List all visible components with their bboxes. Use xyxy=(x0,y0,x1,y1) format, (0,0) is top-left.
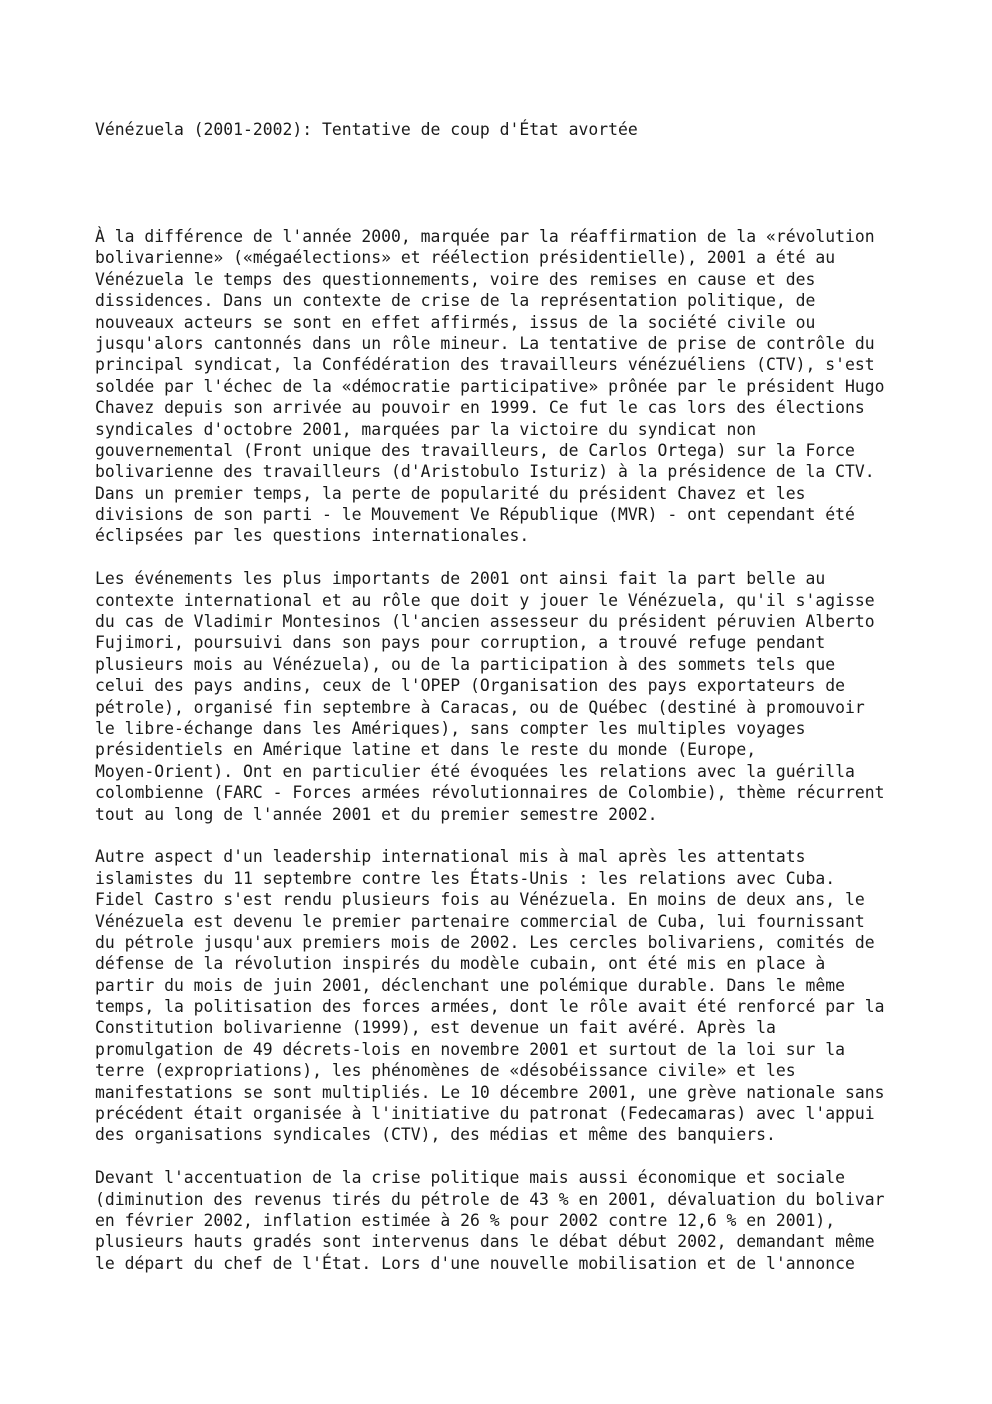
text-line: Autre aspect d'un leadership international mis à mal après les attentats xyxy=(95,847,806,867)
document-title: Vénézuela (2001-2002): Tentative de coup d'État avortée xyxy=(95,120,638,139)
text-line: Moyen-Orient). Ont en particulier été évoquées les relations avec la guérilla xyxy=(95,761,855,781)
text-line: Fujimori, poursuivi dans son pays pour corruption, a trouvé refuge pendant xyxy=(95,633,826,653)
text-line: Chavez depuis son arrivée au pouvoir en 1999. Ce fut le cas lors des élections xyxy=(95,398,865,418)
text-line: dissidences. Dans un contexte de crise de la représentation politique, de xyxy=(95,291,816,311)
paragraph xyxy=(95,226,955,547)
text-line: des organisations syndicales (CTV), des médias et même des banquiers. xyxy=(95,1125,776,1145)
text-line: présidentiels en Amérique latine et dans le reste du monde (Europe, xyxy=(95,740,757,760)
text-line: du pétrole jusqu'aux premiers mois de 2002. Les cercles bolivariens, comités de xyxy=(95,932,875,952)
paragraph xyxy=(95,1167,955,1274)
text-line: bolivarienne» («mégaélections» et réélection présidentielle), 2001 a été au xyxy=(95,248,836,268)
text-line: Constitution bolivarienne (1999), est devenue un fait avéré. Après la xyxy=(95,1018,776,1038)
text-line: (diminution des revenus tirés du pétrole de 43 % en 2001, dévaluation du bolivar xyxy=(95,1189,885,1209)
text-line: partir du mois de juin 2001, déclenchant une polémique durable. Dans le même xyxy=(95,975,845,995)
text-line: Vénézuela est devenu le premier partenaire commercial de Cuba, lui fournissant xyxy=(95,911,865,931)
text-line: islamistes du 11 septembre contre les États-Unis : les relations avec Cuba. xyxy=(95,868,836,888)
paragraph xyxy=(95,568,955,825)
text-line: principal syndicat, la Confédération des travailleurs vénézuéliens (CTV), s'est xyxy=(95,355,875,375)
text-line: nouveaux acteurs se sont en effet affirmés, issus de la société civile ou xyxy=(95,312,816,332)
text-line: syndicales d'octobre 2001, marquées par la victoire du syndicat non xyxy=(95,419,757,439)
text-line: Devant l'accentuation de la crise politique mais aussi économique et sociale xyxy=(95,1168,845,1188)
text-line: jusqu'alors cantonnés dans un rôle mineur. La tentative de prise de contrôle du xyxy=(95,333,875,353)
text-line: bolivarienne des travailleurs (d'Aristobulo Isturiz) à la présidence de la CTV. xyxy=(95,462,875,482)
text-line: manifestations se sont multipliés. Le 10 décembre 2001, une grève nationale sans xyxy=(95,1082,885,1102)
text-line: promulgation de 49 décrets-lois en novembre 2001 et surtout de la loi sur la xyxy=(95,1039,845,1059)
text-line: le départ du chef de l'État. Lors d'une nouvelle mobilisation et de l'annonce xyxy=(95,1253,855,1273)
text-line: plusieurs mois au Vénézuela), ou de la participation à des sommets tels que xyxy=(95,654,836,674)
text-line: À la différence de l'année 2000, marquée par la réaffirmation de la «révolution xyxy=(95,227,875,246)
text-line: soldée par l'échec de la «démocratie participative» prônée par le président Hugo xyxy=(95,376,885,396)
document-body xyxy=(95,226,955,1296)
text-line: précédent était organisée à l'initiative du patronat (Fedecamaras) avec l'appui xyxy=(95,1104,875,1124)
paragraph xyxy=(95,846,955,1145)
text-line: pétrole), organisé fin septembre à Caracas, ou de Québec (destiné à promouvoir xyxy=(95,697,865,717)
text-line: contexte international et au rôle que doit y jouer le Vénézuela, qu'il s'agisse xyxy=(95,590,875,610)
text-line: défense de la révolution inspirés du modèle cubain, ont été mis en place à xyxy=(95,954,826,974)
text-line: colombienne (FARC - Forces armées révolutionnaires de Colombie), thème récurrent xyxy=(95,783,885,803)
text-line: du cas de Vladimir Montesinos (l'ancien assesseur du président péruvien Alberto xyxy=(95,612,875,632)
text-line: Dans un premier temps, la perte de popularité du président Chavez et les xyxy=(95,483,806,503)
text-line: en février 2002, inflation estimée à 26 % pour 2002 contre 12,6 % en 2001), xyxy=(95,1210,836,1230)
text-line: divisions de son parti - le Mouvement Ve République (MVR) - ont cependant été xyxy=(95,505,855,525)
text-line: Vénézuela le temps des questionnements, voire des remises en cause et des xyxy=(95,269,816,289)
text-line: Fidel Castro s'est rendu plusieurs fois au Vénézuela. En moins de deux ans, le xyxy=(95,890,865,910)
text-line: Les événements les plus importants de 2001 ont ainsi fait la part belle au xyxy=(95,569,826,589)
text-line: terre (expropriations), les phénomènes de «désobéissance civile» et les xyxy=(95,1061,796,1081)
text-line: gouvernemental (Front unique des travailleurs, de Carlos Ortega) sur la Force xyxy=(95,440,855,460)
text-line: éclipsées par les questions internationales. xyxy=(95,526,530,546)
text-line: le libre-échange dans les Amériques), sans compter les multiples voyages xyxy=(95,718,806,738)
text-line: celui des pays andins, ceux de l'OPEP (Organisation des pays exportateurs de xyxy=(95,676,845,696)
text-line: temps, la politisation des forces armées, dont le rôle avait été renforcé par la xyxy=(95,997,885,1017)
text-line: plusieurs hauts gradés sont intervenus dans le débat début 2002, demandant même xyxy=(95,1232,875,1252)
text-line: tout au long de l'année 2001 et du premier semestre 2002. xyxy=(95,804,658,824)
